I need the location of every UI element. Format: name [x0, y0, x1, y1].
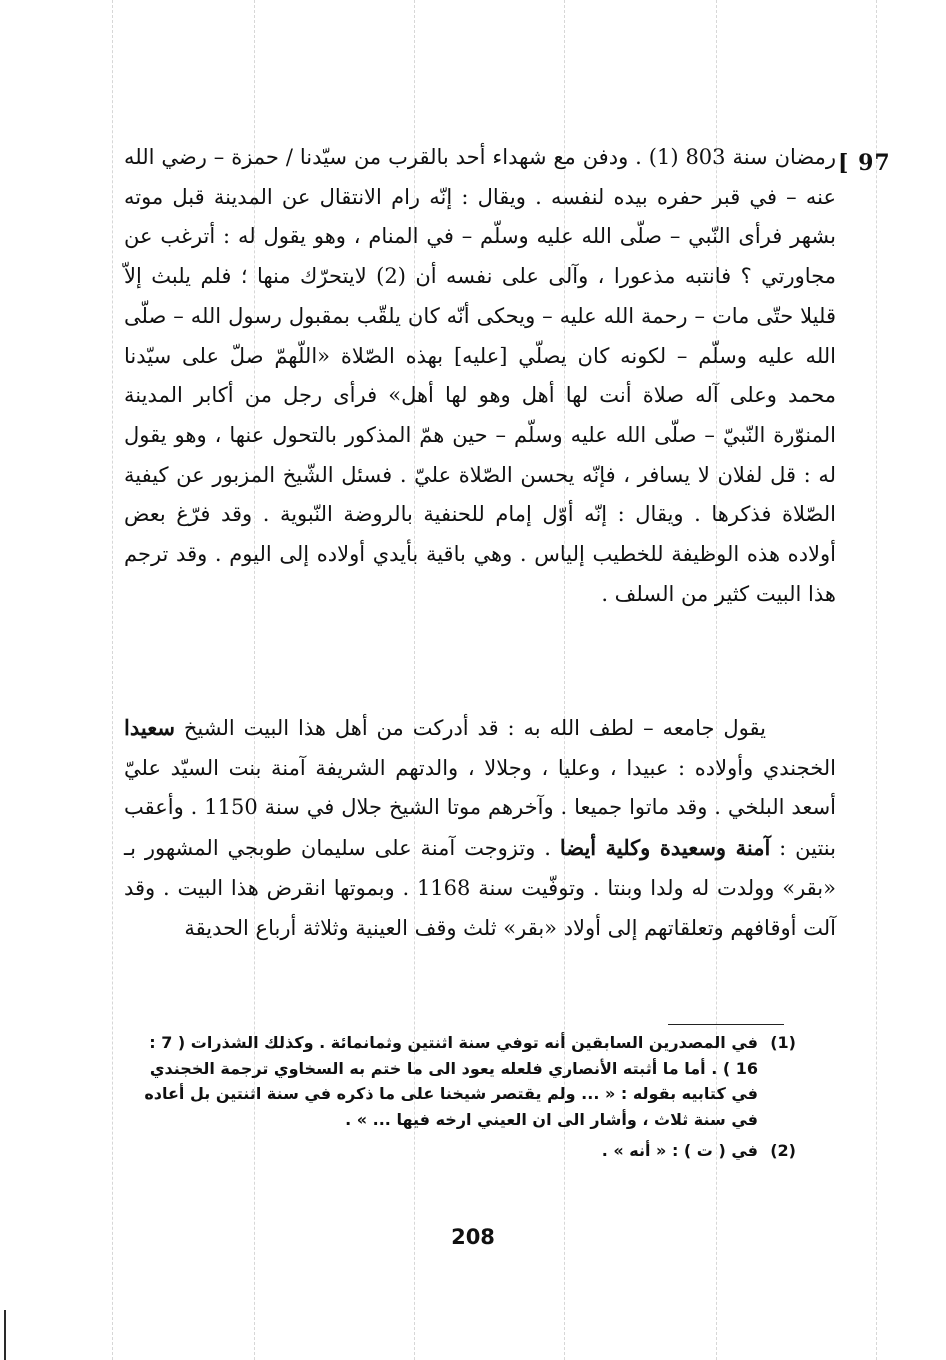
- footnote-item: [128, 1030, 796, 1132]
- bold-name-saeed: سعيدا: [124, 715, 175, 740]
- footnote-text: في المصدرين السابقين أنه توفي سنة اثنتين وثمانمائة . وكذلك الشذرات ( 7 : 16 ) . أما ما أثبته الأنصاري فلعله يعود الى ما ختم به السخاوي ترجمة الخجندي في كتابيه بقوله : « ... ولم يقتصر شيخنا على ما ذكره في سنة اثنتين بل أعاده في سنة ثلاث ، وأشار الى ان العيني ارخه فيها ... » .: [144, 1033, 758, 1129]
- footnotes: [128, 1030, 796, 1164]
- paragraph-2-text: يقول جامعه – لطف الله به : قد أدركت من أهل هذا البيت الشيخ: [174, 716, 766, 740]
- footnote-text: في ( ت ) : « أنه » .: [601, 1141, 758, 1160]
- paragraph-2-text: الخجندي وأولاده : عبيدا ، وعليا ، وجلالا ، والدتهم الشريفة آمنة بنت السيّد عليّ أسعد البلخي . وقد ماتوا جميعا . وآخرهم موتا الشيخ جلال في سنة 1150 . وأعقب بنتين :: [124, 755, 836, 861]
- footnote-number: (2): [770, 1141, 796, 1160]
- scan-guide-line: [876, 0, 877, 1360]
- main-text-block: [124, 138, 836, 948]
- scan-edge-mark: [4, 1310, 6, 1360]
- page-number: 208: [451, 1225, 495, 1249]
- paragraph-1: رمضان سنة 803 (1) . ودفن مع شهداء أحد بالقرب من سيّدنا / حمزة – رضي الله عنه – في قبر حفره بيده لنفسه . ويقال : إنّه رام الانتقال عن المدينة قبل موته بشهر فرأى النّبي – صلّى الله عليه وسلّم – في المنام ، وهو يقول له : أترغب عن مجاورتي ؟ فانتبه مذعورا ، وآلى على نفسه أن (2) لايتحرّك منها ؛ فلم يلبث إلاّ قليلا حتّى مات – رحمة الله عليه – ويحكى أنّه كان يلقّب بمقبول رسول الله – صلّى الله عليه وسلّم – لكونه كان يصلّي [عليه] بهذه الصّلاة «اللّهمّ صلّ على سيّدنا محمد وعلى آله صلاة أنت لها أهل وهو لها أهل» فرأى رجل من أكابر المدينة المنوّرة النّبيّ – صلّى الله عليه وسلّم – حين همّ المذكور بالتحول عنها ، وهو يقول له : قل لفلان لا يسافر ، فإنّه يحسن الصّلاة عليّ . فسئل الشّيخ المزبور عن كيفية الصّلاة فذكرها . ويقال : إنّه أوّل إمام للحنفية بالروضة النّبوية . وقد فرّغ بعض أولاده هذه الوظيفة للخطيب إلياس . وهي باقية بأيدي أولاده إلى اليوم . وقد ترجم هذا البيت كثير من السلف .: [124, 145, 836, 606]
- bold-names-daughters: آمنة وسعيدة وكلية أيضا: [559, 835, 771, 861]
- manuscript-page-marker: [ 97: [838, 150, 891, 176]
- footnote-number: (1): [770, 1033, 796, 1052]
- scan-guide-line: [112, 0, 113, 1360]
- footnote-separator: [668, 1024, 784, 1025]
- paragraph-2-text: . وتزوجت آمنة على سليمان طوبجي المشهور بـ «بقر» وولدت له ولدا وبنتا . وتوفّيت سنة 1168 . وبموتها انقرض هذا البيت . وقد آلت أوقافهم وتعلقاتهم إلى أولاد «بقر» ثلث وقف العينية وثلاثة أرباع الحديقة: [124, 836, 836, 940]
- paragraph-2: [124, 708, 836, 948]
- footnote-item: [128, 1138, 796, 1164]
